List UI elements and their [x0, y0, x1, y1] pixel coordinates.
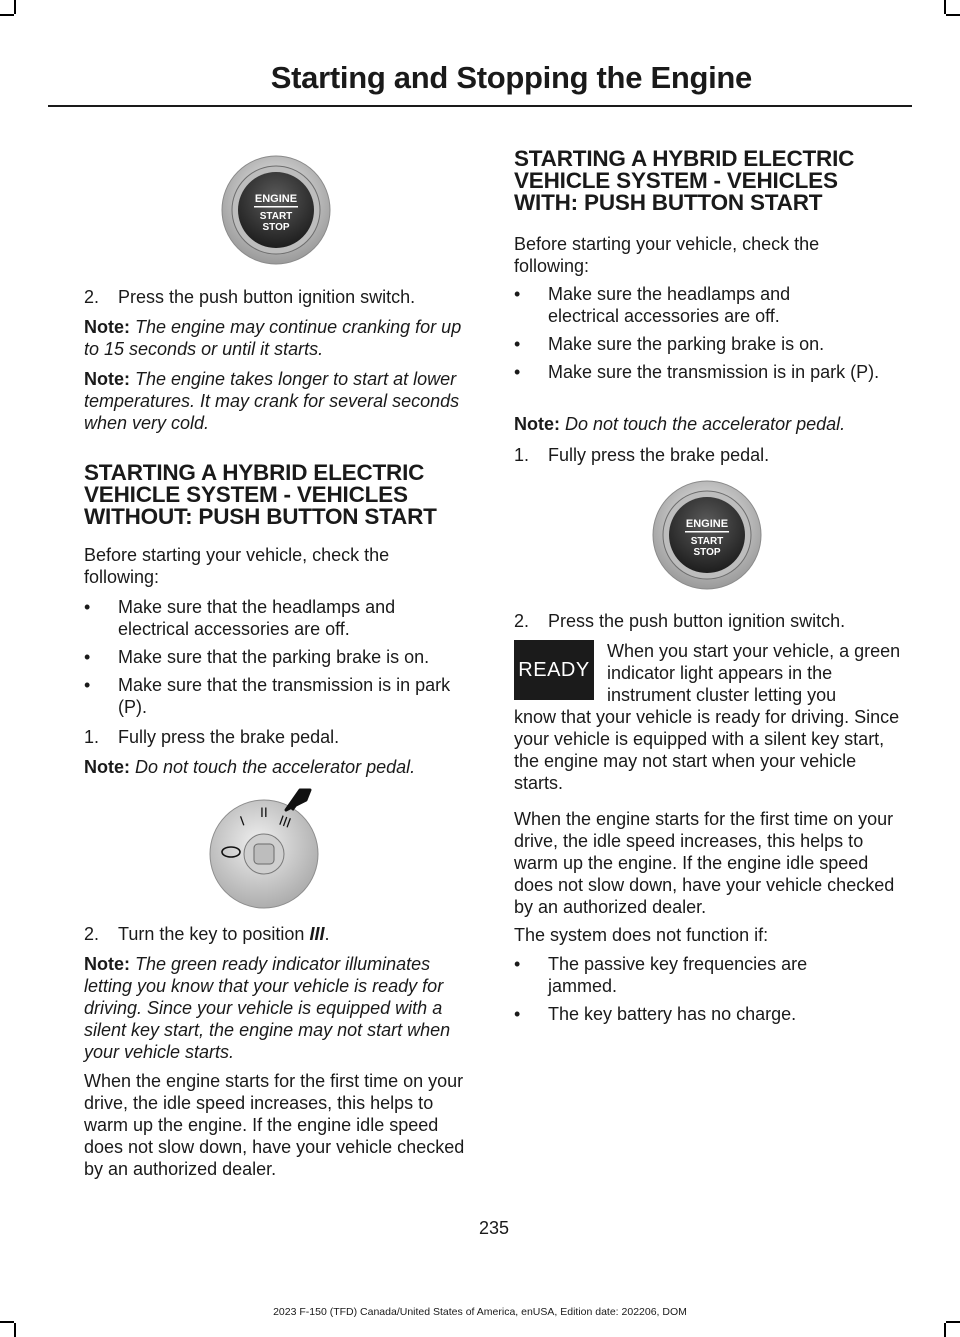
stop-label: STOP	[693, 547, 721, 558]
note-label: Note:	[84, 369, 130, 389]
bullet-text: Make sure that the parking brake is on.	[118, 647, 430, 667]
key-position-two: II	[260, 804, 268, 820]
list-item	[514, 953, 904, 997]
bullet-text: The passive key frequencies are jammed.	[548, 954, 808, 996]
step-number: 1.	[84, 727, 100, 747]
step-text	[118, 923, 329, 945]
note-ready-indicator	[84, 953, 476, 1063]
note-accelerator	[514, 413, 908, 435]
crop-mark	[946, 1321, 960, 1323]
intro-text: Before starting your vehicle, check the following:	[84, 545, 390, 587]
step-2-turn-key	[84, 923, 476, 945]
heading-line: WITH: PUSH BUTTON START	[514, 190, 823, 215]
crop-mark	[14, 1323, 16, 1337]
key-position-value: III	[309, 924, 325, 944]
bullet-symbol: •	[514, 362, 521, 382]
stop-label: STOP	[262, 222, 290, 233]
section-heading-with-push-button	[514, 148, 908, 214]
step-number: 2.	[84, 287, 100, 307]
crop-mark	[14, 0, 16, 14]
step-text: Press the push button ignition switch.	[548, 611, 846, 631]
note-cranking	[84, 316, 474, 360]
page-title: Starting and Stopping the Engine	[270, 60, 752, 95]
bullet-symbol: •	[514, 284, 521, 304]
list-item	[514, 333, 904, 355]
ignition-key-icon	[206, 786, 332, 910]
crop-mark	[0, 14, 14, 16]
step-1-brake	[514, 444, 904, 466]
ready-indicator-badge	[514, 640, 594, 700]
ready-paragraph-top: When you start your vehicle, a green indicator light appears in the instrument cluster letting you	[607, 641, 901, 705]
list-item	[84, 596, 464, 640]
idle-speed-paragraph: When the engine starts for the first time on your drive, the idle speed increases, this helps to warm up the engine. If the engine idle speed does not slow down, have your vehicle checked by an authorized dealer.	[514, 809, 895, 917]
header-rule	[48, 105, 912, 107]
step-2-press-switch	[84, 286, 474, 308]
note-label: Note:	[84, 317, 130, 337]
engine-start-button-icon	[221, 155, 331, 265]
engine-label: ENGINE	[254, 193, 298, 205]
note-text: Do not touch the accelerator pedal.	[130, 757, 416, 777]
system-intro: The system does not function if:	[514, 925, 769, 945]
engine-start-button-icon	[652, 480, 762, 590]
step-text: Press the push button ignition switch.	[118, 287, 416, 307]
page-number: 235	[478, 1218, 510, 1238]
arrow-icon	[286, 790, 310, 810]
heading-line: STARTING A HYBRID ELECTRIC	[84, 460, 425, 485]
list-item	[514, 283, 894, 327]
idle-speed-paragraph: When the engine starts for the first time on your drive, the idle speed increases, this helps to warm up the engine. If the engine idle speed does not slow down, have your vehicle checked by an authorized dealer.	[84, 1071, 465, 1179]
step-number: 2.	[84, 924, 100, 944]
heading-line: WITHOUT: PUSH BUTTON START	[84, 504, 437, 529]
bullet-text: Make sure the headlamps and electrical accessories are off.	[548, 284, 791, 326]
note-cold-start	[84, 368, 476, 434]
note-accelerator	[84, 756, 474, 778]
list-item	[514, 1003, 904, 1025]
ready-badge-text: READY	[518, 659, 590, 681]
step-text: Fully press the brake pedal.	[548, 445, 770, 465]
intro-text: Before starting your vehicle, check the following:	[514, 234, 820, 276]
bullet-symbol: •	[84, 597, 91, 617]
bullet-symbol: •	[84, 675, 91, 695]
heading-line: VEHICLE SYSTEM - VEHICLES	[514, 168, 838, 193]
bullet-text: Make sure the parking brake is on.	[548, 334, 825, 354]
note-text: The engine may continue cranking for up to 15 seconds or until it starts.	[84, 317, 462, 359]
key-position-three: III	[276, 811, 294, 831]
section-heading-without-push-button	[84, 462, 484, 528]
step-2-press-switch	[514, 610, 908, 632]
step-text-tail: .	[324, 924, 330, 944]
note-text: The engine takes longer to start at lower temperatures. It may crank for several seconds when very cold.	[84, 369, 460, 433]
step-number: 1.	[514, 445, 530, 465]
bullet-text: Make sure that the headlamps and electrical accessories are off.	[118, 597, 396, 639]
list-item	[84, 646, 484, 668]
key-position-one: I	[237, 812, 247, 829]
engine-label: ENGINE	[685, 518, 729, 530]
note-label: Note:	[84, 954, 130, 974]
footer-edition-info: 2023 F-150 (TFD) Canada/United States of America, enUSA, Edition date: 202206, DOM	[273, 1306, 687, 1318]
bullet-text: Make sure that the transmission is in park (P).	[118, 675, 451, 717]
heading-line: VEHICLE SYSTEM - VEHICLES	[84, 482, 408, 507]
note-label: Note:	[84, 757, 130, 777]
start-label: START	[690, 536, 724, 547]
bullet-symbol: •	[84, 647, 91, 667]
step-text-main: Turn the key to position	[118, 924, 310, 944]
note-label: Note:	[514, 414, 560, 434]
bullet-symbol: •	[514, 1004, 521, 1024]
bullet-symbol: •	[514, 954, 521, 974]
bullet-text: The key battery has no charge.	[548, 1004, 797, 1024]
bullet-symbol: •	[514, 334, 521, 354]
heading-line: STARTING A HYBRID ELECTRIC	[514, 146, 855, 171]
list-item	[514, 361, 904, 383]
start-label: START	[259, 211, 293, 222]
step-1-brake	[84, 726, 474, 748]
step-text: Fully press the brake pedal.	[118, 727, 340, 747]
ready-paragraph-rest: know that your vehicle is ready for driving. Since your vehicle is equipped with a silent key start, the engine may not start when your vehicle starts.	[514, 707, 900, 793]
bullet-text: Make sure the transmission is in park (P).	[548, 362, 880, 382]
step-number: 2.	[514, 611, 530, 631]
list-item	[84, 674, 464, 718]
crop-mark	[944, 1323, 946, 1337]
note-text: Do not touch the accelerator pedal.	[560, 414, 846, 434]
crop-mark	[0, 1321, 14, 1323]
crop-mark	[944, 0, 946, 14]
note-text: The green ready indicator illuminates letting you know that your vehicle is ready for driving. Since your vehicle is equipped with a silent key start, the engine may not start when your vehicle starts.	[84, 954, 451, 1062]
crop-mark	[946, 14, 960, 16]
